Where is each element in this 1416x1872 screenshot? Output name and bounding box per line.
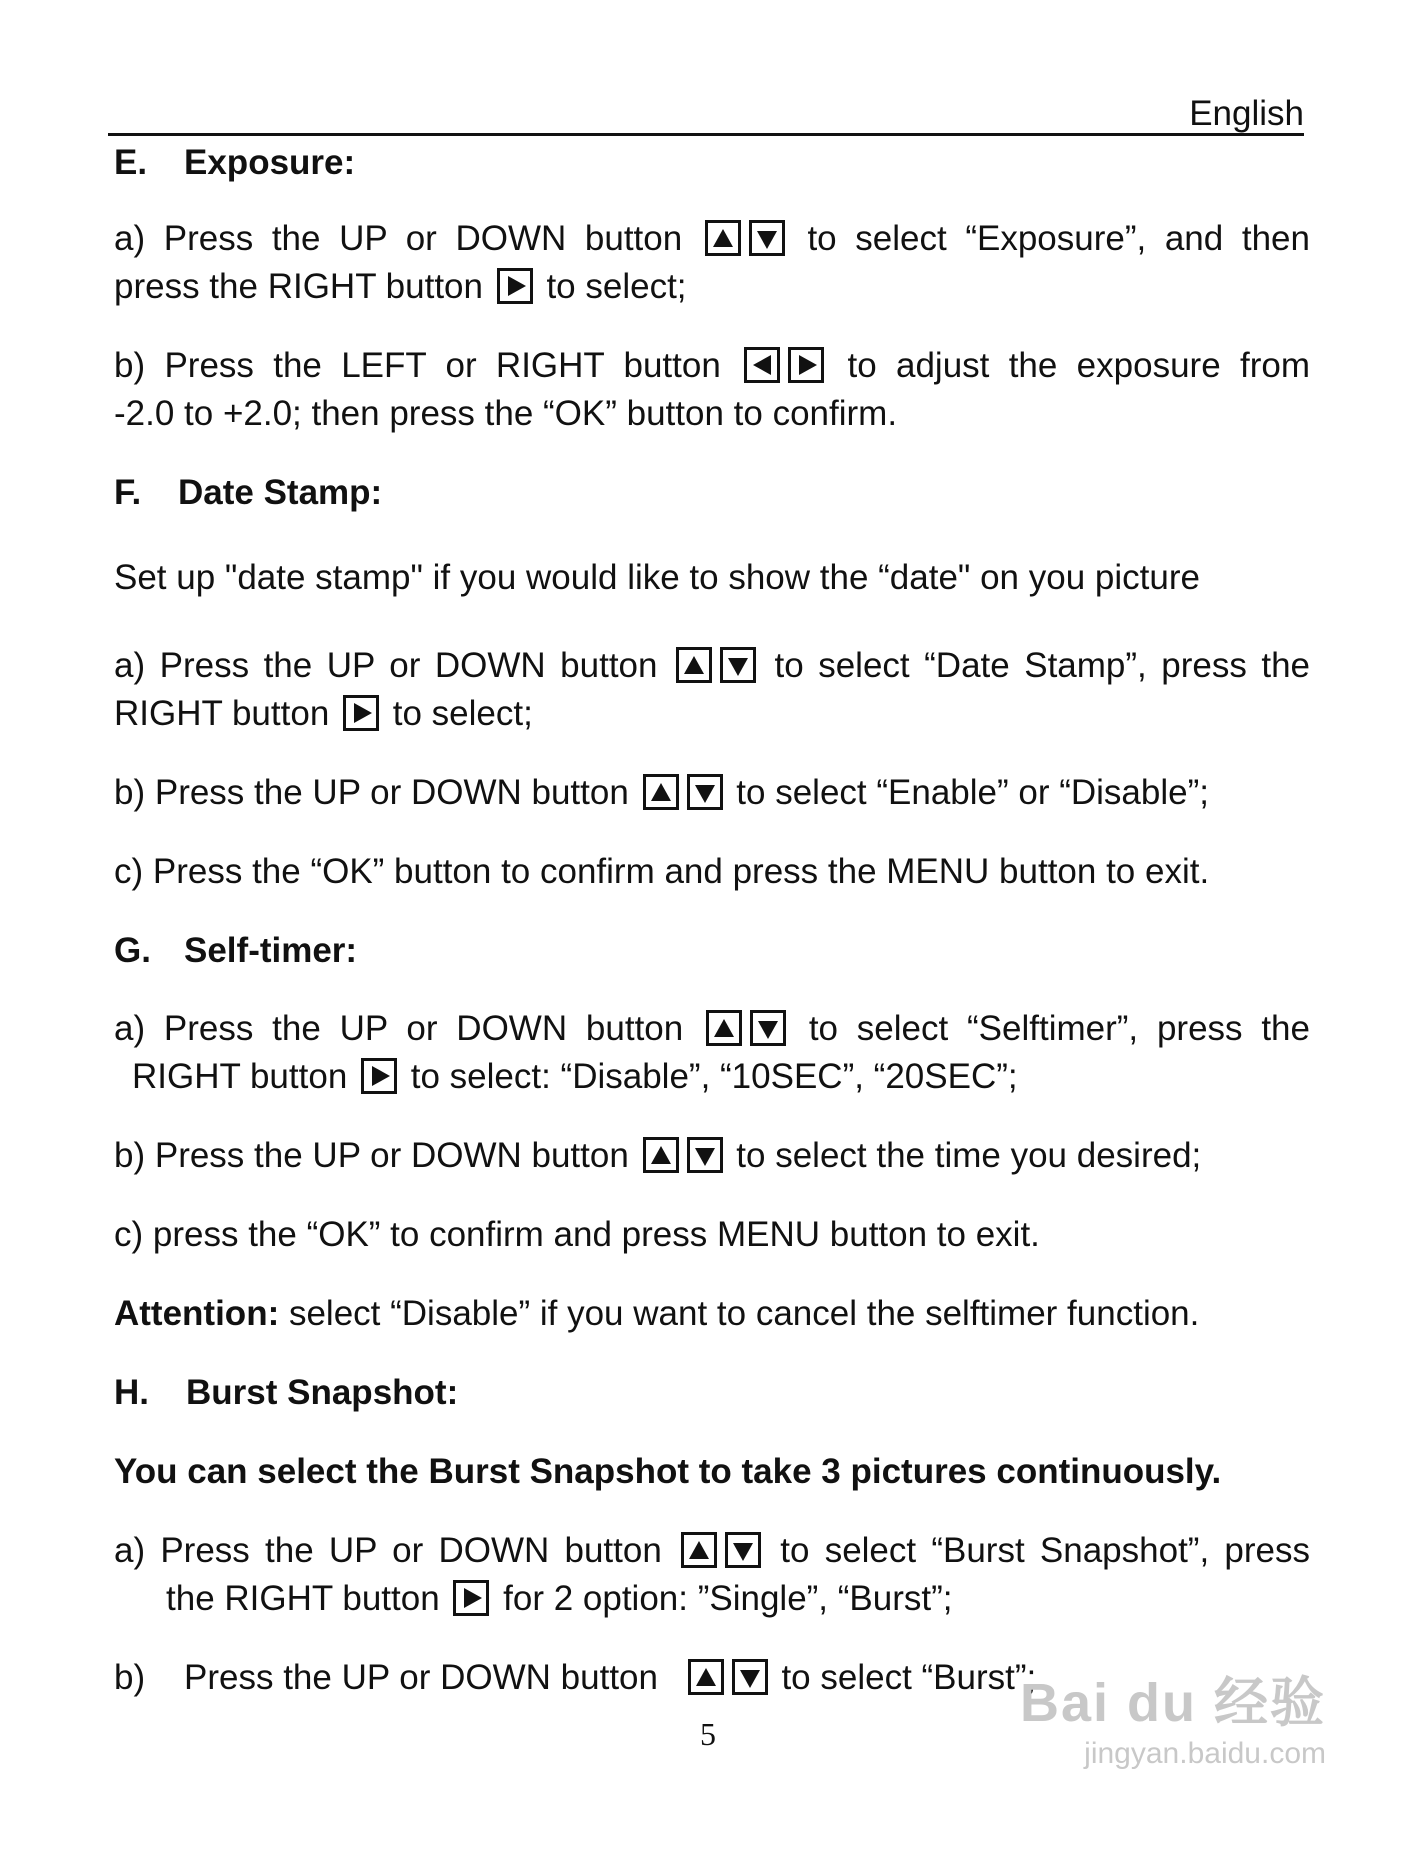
- section-f-step-a-line1: [114, 646, 1310, 686]
- up-button-icon: [688, 1659, 724, 1695]
- up-button-icon: [643, 774, 679, 810]
- step-text: to select “Exposure”, and then: [807, 219, 1310, 258]
- step-text: a) Press the UP or DOWN button: [114, 219, 683, 258]
- up-button-icon: [676, 647, 712, 683]
- step-text: to select;: [392, 694, 533, 733]
- step-text: RIGHT button: [132, 1057, 348, 1096]
- step-text: the RIGHT button: [166, 1579, 440, 1618]
- step-text: a) Press the UP or DOWN button: [114, 646, 658, 685]
- step-text: to select “Selftimer”, press the: [808, 1009, 1310, 1048]
- section-e-title: Exposure:: [184, 143, 356, 182]
- section-f-title: Date Stamp:: [178, 473, 383, 512]
- section-e-step-a-line2: [114, 267, 1310, 307]
- down-button-icon: [725, 1532, 761, 1568]
- step-text: a) Press the UP or DOWN button: [114, 1531, 662, 1570]
- section-f-step-b: [114, 773, 1310, 813]
- section-h-intro: You can select the Burst Snapshot to take 3 pictures continuously.: [114, 1452, 1222, 1491]
- right-button-icon: [361, 1058, 397, 1094]
- section-h-step-a-line1: [114, 1531, 1310, 1571]
- step-text: b) Press the UP or DOWN button: [114, 773, 629, 812]
- down-button-icon: [687, 1137, 723, 1173]
- step-text: b) Press the LEFT or RIGHT button: [114, 346, 721, 385]
- section-g-step-b: [114, 1136, 1310, 1176]
- right-button-icon: [497, 268, 533, 304]
- step-text: b) Press the UP or DOWN button: [114, 1136, 629, 1175]
- step-text: to select “Enable” or “Disable”;: [736, 773, 1209, 812]
- step-text: to adjust the exposure from: [847, 346, 1310, 385]
- step-text: to select the time you desired;: [736, 1136, 1202, 1175]
- section-h-step-a-line2: [166, 1579, 1362, 1619]
- section-g-heading: [114, 931, 1310, 971]
- up-button-icon: [643, 1137, 679, 1173]
- watermark-url: jingyan.baidu.com: [1084, 1737, 1326, 1770]
- right-button-icon: [788, 347, 824, 383]
- step-text: Press the UP or DOWN button: [184, 1658, 658, 1697]
- step-text: to select;: [546, 267, 687, 306]
- section-g-attention: [114, 1294, 1310, 1334]
- section-f-step-c: c) Press the “OK” button to confirm and press the MENU button to exit.: [114, 852, 1210, 891]
- section-g-step-a-line2: [132, 1057, 1328, 1097]
- section-f-step-a-line2: [114, 694, 1310, 734]
- up-button-icon: [681, 1532, 717, 1568]
- step-text: to select “Burst”;: [781, 1658, 1037, 1697]
- down-button-icon: [749, 220, 785, 256]
- step-text: RIGHT button: [114, 694, 330, 733]
- right-button-icon: [453, 1580, 489, 1616]
- down-button-icon: [687, 774, 723, 810]
- section-g-letter: G.: [114, 931, 151, 970]
- section-f-letter: F.: [114, 473, 142, 512]
- up-button-icon: [705, 220, 741, 256]
- section-f-intro: Set up "date stamp" if you would like to show the “date" on you picture: [114, 558, 1200, 597]
- step-text: to select “Date Stamp”, press the: [774, 646, 1310, 685]
- section-e-step-b-line1: [114, 346, 1310, 386]
- step-text: to select: “Disable”, “10SEC”, “20SEC”;: [410, 1057, 1018, 1096]
- section-g-step-c: c) press the “OK” to confirm and press MENU button to exit.: [114, 1215, 1040, 1254]
- attention-label: Attention:: [114, 1294, 280, 1333]
- section-e-letter: E.: [114, 143, 148, 182]
- baidu-watermark: [1020, 1660, 1326, 1771]
- header-rule: [108, 133, 1304, 136]
- section-e-step-b-line2: -2.0 to +2.0; then press the “OK” button to confirm.: [114, 394, 898, 433]
- step-text: to select “Burst Snapshot”, press: [780, 1531, 1310, 1570]
- section-e-heading: [114, 143, 1310, 183]
- step-text: a) Press the UP or DOWN button: [114, 1009, 684, 1048]
- section-h-letter: H.: [114, 1373, 149, 1412]
- step-label: b): [114, 1658, 146, 1697]
- step-text: for 2 option: ”Single”, “Burst”;: [503, 1579, 953, 1618]
- section-g-step-a-line1: [114, 1009, 1310, 1049]
- watermark-logo: Bai du 经验: [1019, 1673, 1326, 1733]
- down-button-icon: [750, 1010, 786, 1046]
- attention-text: select “Disable” if you want to cancel the selftimer function.: [279, 1294, 1200, 1333]
- header-language: English: [1189, 94, 1304, 133]
- section-h-heading: [114, 1373, 1310, 1413]
- left-button-icon: [744, 347, 780, 383]
- section-g-title: Self-timer:: [184, 931, 358, 970]
- up-button-icon: [706, 1010, 742, 1046]
- section-e-step-a-line1: [114, 219, 1310, 259]
- down-button-icon: [732, 1659, 768, 1695]
- section-h-title: Burst Snapshot:: [186, 1373, 459, 1412]
- step-text: press the RIGHT button: [114, 267, 483, 306]
- right-button-icon: [343, 695, 379, 731]
- section-f-heading: [114, 473, 1310, 513]
- down-button-icon: [720, 647, 756, 683]
- page-number: 5: [700, 1716, 716, 1752]
